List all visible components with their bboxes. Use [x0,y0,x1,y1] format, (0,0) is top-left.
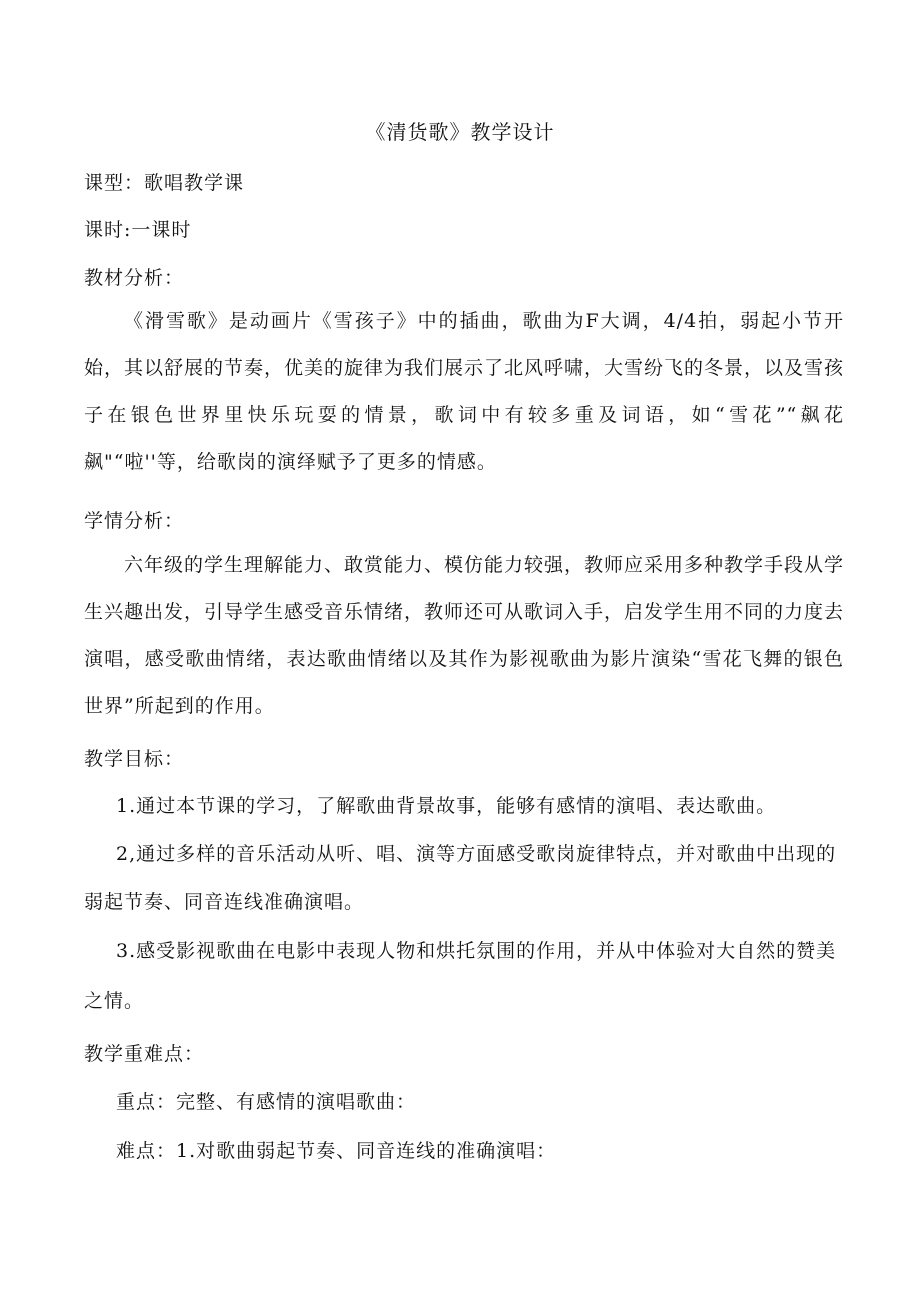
student-analysis-text: 六年级的学生理解能力、敢赏能力、模仿能力较强，教师应采用多种教学手段从学生兴趣出发，引导学生感受音乐情绪，教师还可从歌词入手，启发学生用不同的力度去演唱，感受歌曲情绪，表达歌曲情绪以及其作为影视歌曲为影片演染“雪花飞舞的银色世界”所起到的作用。 [84,554,845,717]
course-type: 课型：歌唱教学课 [84,172,245,194]
teaching-goal-item: 2,通过多样的音乐活动从听、唱、演等方面感受歌岗旋律特点，并对歌曲中出现的弱起节奏、同音连线准确演唱。 [84,843,837,913]
document-title: 《清货歌》教学设计 [365,120,555,144]
student-analysis-heading: 学情分析： [84,510,185,532]
teaching-goal-item: 1.通过本节课的学习，了解歌曲背景故事，能够有感情的演唱、表达歌曲。 [116,795,777,817]
teaching-goals-heading: 教学目标： [84,748,185,770]
key-points-focus: 重点：完整、有感情的演唱歌曲： [116,1091,417,1113]
material-analysis-text: 《滑雪歌》是动画片《雪孩子》中的插曲，歌曲为F大调，4/4拍，弱起小节开始，其以舒展的节奏，优美的旋律为我们展示了北风呼啸，大雪纷飞的冬景，以及雪孩子在银色世界里快乐玩耍的情景，歌词中有较多重及词语，如“雪花”“飙花飙"“啦''等，给歌岗的演绎赋予了更多的情感。 [84,310,845,473]
material-analysis-heading: 教材分析： [84,267,185,289]
teaching-goal-item: 3.感受影视歌曲在电影中表现人物和烘托氛围的作用，并从中体验对大自然的赞美之情。 [84,940,837,1012]
key-points-heading: 教学重难点： [84,1043,205,1065]
class-hours: 课时:一课时 [84,219,192,241]
key-points-difficulty: 难点：1.对歌曲弱起节奏、同音连线的准确演唱： [116,1140,557,1162]
